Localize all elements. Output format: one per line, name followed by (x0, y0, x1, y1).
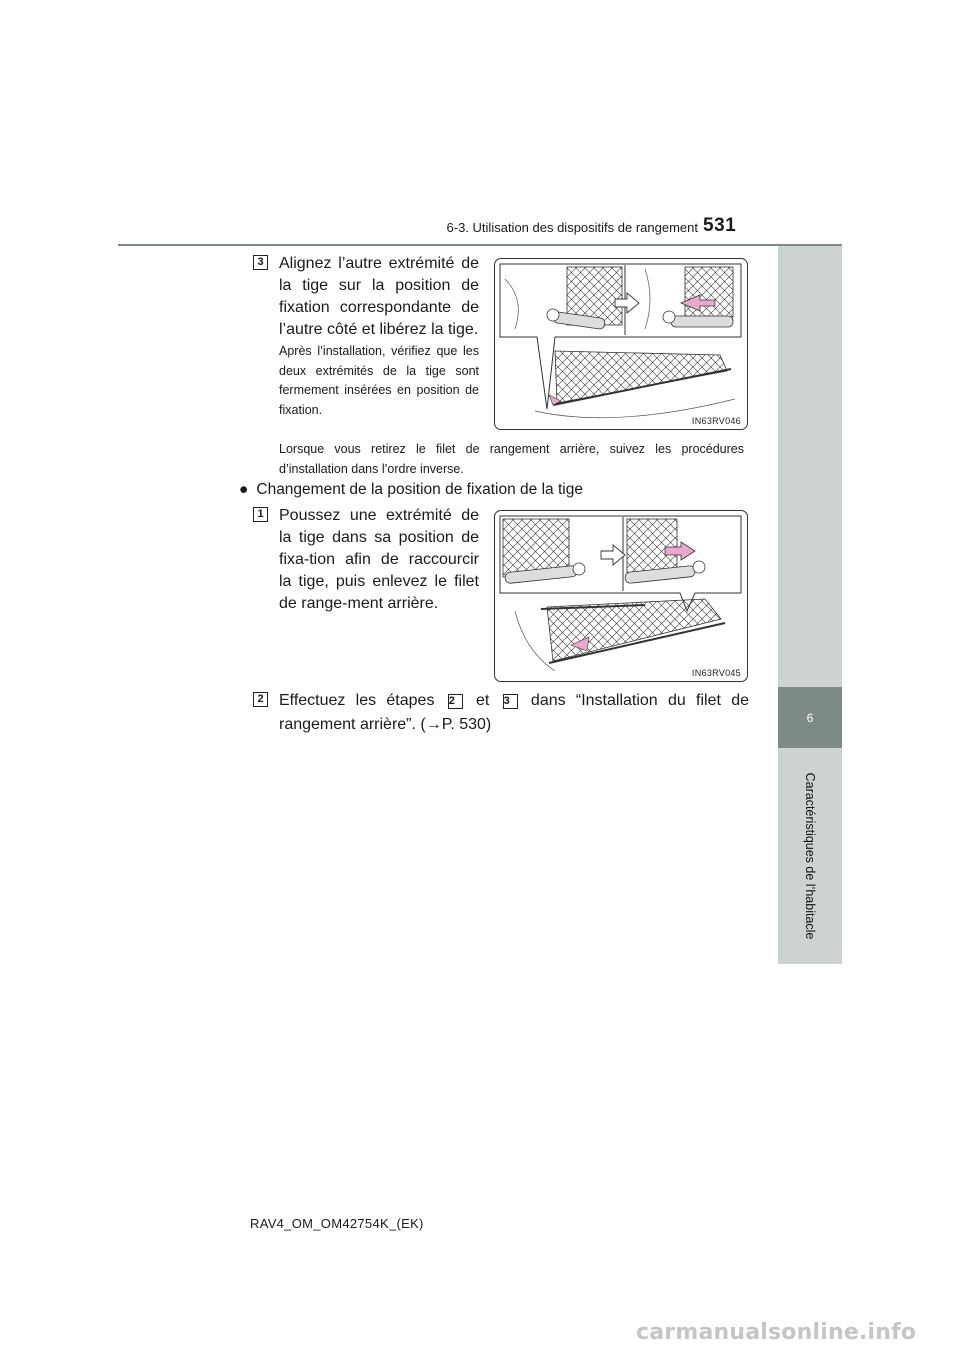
step-ref-3[interactable]: 3 (503, 694, 518, 709)
figure-code: IN63RV045 (691, 668, 741, 678)
step2-text-before: Effectuez les étapes (279, 692, 435, 709)
net-shortening-illustration (495, 511, 746, 680)
figure-step1 (494, 510, 748, 682)
step3-text: Alignez l’autre extrémité de la tige sur la position de fixation correspondante de l’autre côté et libérez la tige. (279, 255, 479, 338)
figure-step3 (494, 258, 748, 430)
step-badge-1: 1 (253, 507, 268, 522)
section-title: 6-3. Utilisation des dispositifs de rangement (446, 220, 698, 235)
step2-text-mid: et (476, 692, 490, 709)
chapter-number-tab[interactable]: 6 (778, 687, 842, 748)
step1-text: Poussez une extrémité de la tige dans sa position de fixa-tion afin de raccourcir la tige, puis enlevez le filet de range-ment arrière. (279, 507, 479, 612)
section-heading-text: Changement de la position de fixation de la tige (256, 481, 583, 498)
step3-note: Après l’installation, vérifiez que les deux extrémités de la tige sont fermement insérées en position de fixation. (279, 344, 479, 417)
chapter-label-tab[interactable] (778, 748, 842, 964)
step-ref-2[interactable]: 2 (448, 694, 463, 709)
step2-text-after: dans “Installation du filet de rangement arrière”. ( (279, 692, 750, 733)
page-reference-link[interactable]: P. 530) (441, 716, 492, 733)
chapter-label: Caractéristiques de l’habitacle (803, 772, 817, 940)
step-badge-2: 2 (253, 692, 268, 707)
step-badge-3: 3 (253, 255, 268, 270)
chapter-tab-upper (778, 246, 842, 687)
arrow-icon: → (425, 716, 442, 733)
step2-text (279, 689, 749, 737)
watermark: carmanualsonline.info (636, 1320, 917, 1345)
section-heading (239, 481, 583, 499)
page-number: 531 (703, 215, 737, 236)
figure-code: IN63RV046 (691, 416, 741, 426)
document-code: RAV4_OM_OM42754K_(EK) (250, 1216, 424, 1231)
net-installed-illustration (495, 259, 746, 428)
bullet-icon: ● (239, 481, 249, 498)
removal-note: Lorsque vous retirez le filet de rangement arrière, suivez les procédures d’installation dans l’ordre inverse. (279, 442, 744, 476)
header-rule (118, 244, 842, 246)
